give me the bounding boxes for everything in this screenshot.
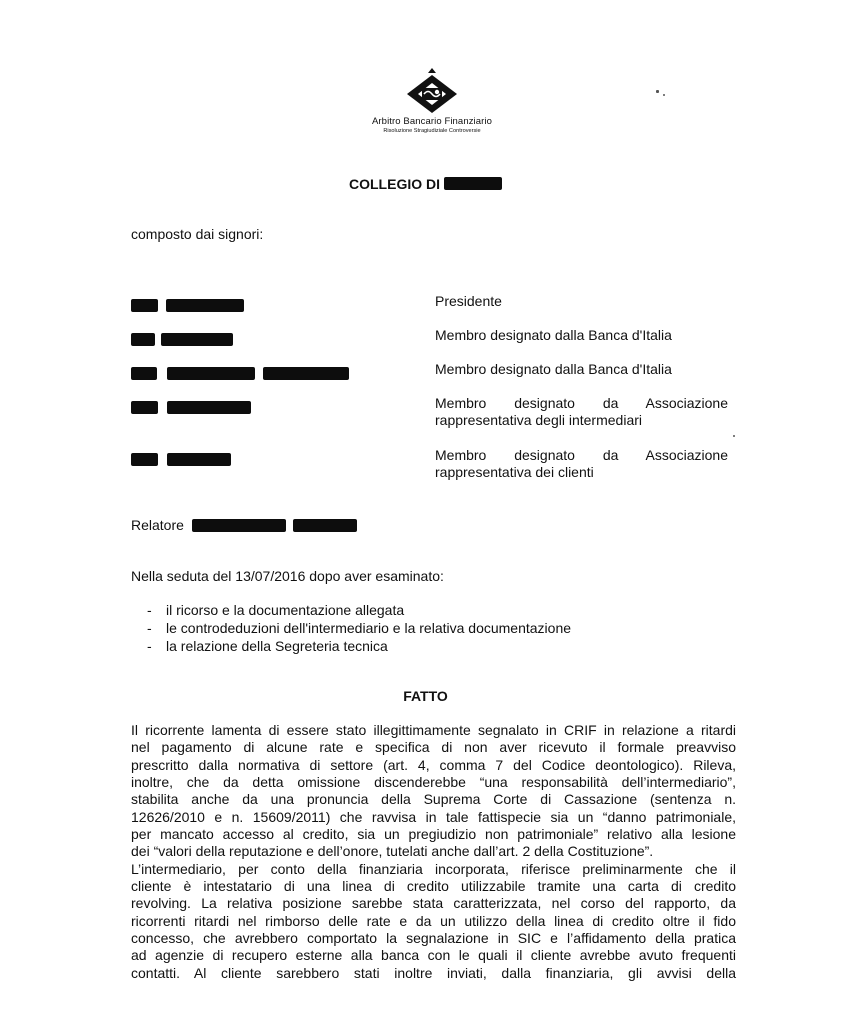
body-line: ricorrenti ritardi nel rimborso delle rate e da un utilizzo della linea di credito oltre il fido xyxy=(131,912,736,929)
member-name-redacted xyxy=(131,330,233,346)
member-name-redacted xyxy=(131,398,251,414)
member-role: Presidente xyxy=(435,293,502,309)
redacted-block xyxy=(192,519,286,532)
relatore-line xyxy=(131,517,357,533)
member-role: Membro designato da Associazione rappresentativa dei clienti xyxy=(435,447,728,480)
body-line: 12626/2010 e n. 15609/2011) che ravvisa in tale fattispecie sia un “danno patrimoniale, xyxy=(131,808,736,825)
body-line: per mancato accesso al credito, sia un pregiudizio non patrimoniale” relativo alla lesione xyxy=(131,826,736,843)
body-line: cliente è intestatario di una linea di credito utilizzabile tramite una carta di credito xyxy=(131,878,736,895)
body-line: inoltre, che da detta omissione discenderebbe “una responsabilità dell’intermediario”, xyxy=(131,774,736,791)
body-line: ad agenzie di recupero esterne alla banca con le quali il cliente avrebbe avuto frequenti xyxy=(131,947,736,964)
scan-speck xyxy=(656,90,659,93)
redacted-block xyxy=(293,519,357,532)
body-line: concesso, che avrebbero comportato la segnalazione in SIC e l’affidamento della pratica xyxy=(131,930,736,947)
list-item: - la relazione della Segreteria tecnica xyxy=(147,637,571,655)
member-name-redacted xyxy=(131,296,244,312)
logo-subtitle: Risoluzione Stragiudiziale Controversie xyxy=(383,128,481,134)
collegio-title xyxy=(0,176,851,192)
member-role: Membro designato da Associazione rappresentativa degli intermediari xyxy=(435,395,728,428)
member-name-redacted xyxy=(131,364,349,380)
body-line: contatti. Al cliente sarebbero stati inoltre inviati, dalla finanziaria, gli avvisi della xyxy=(131,964,736,981)
relatore-label: Relatore xyxy=(131,517,184,533)
list-item: - le controdeduzioni dell'intermediario e la relativa documentazione xyxy=(147,619,571,637)
body-line: Il ricorrente lamenta di essere stato illegittimamente segnalato in CRIF in relazione a ritardi xyxy=(131,722,736,738)
title-text: COLLEGIO DI xyxy=(349,176,440,192)
fatto-body xyxy=(131,722,736,982)
body-line: prescritto dalla normativa di settore (art. 4, comma 7 del Codice deontologico). Rileva, xyxy=(131,756,736,773)
body-line: dei “valori della reputazione e dell’onore, tutelati anche dall’art. 2 della Costituzione”. xyxy=(131,843,654,860)
body-line: revolving. La relativa posizione sarebbe stata caratterizzata, nel corso del rapporto, da xyxy=(131,895,736,912)
list-item: - il ricorso e la documentazione allegata xyxy=(147,601,571,619)
body-line: stabilita anche da una pronuncia della Suprema Corte di Cassazione (sentenza n. xyxy=(131,791,736,808)
seduta-text: Nella seduta del 13/07/2016 dopo aver esaminato: xyxy=(131,568,444,584)
member-name-redacted xyxy=(131,450,231,466)
redacted-block xyxy=(444,177,502,190)
member-role: Membro designato dalla Banca d'Italia xyxy=(435,361,672,377)
examined-items xyxy=(147,601,571,655)
scan-speck xyxy=(733,435,735,437)
abf-logo xyxy=(362,66,502,134)
logo-name: Arbitro Bancario Finanziario xyxy=(371,116,493,127)
body-line: nel pagamento di alcune rate e specifica di non aver ricevuto il formale preavviso xyxy=(131,739,736,756)
member-role: Membro designato dalla Banca d'Italia xyxy=(435,327,672,343)
intro-text: composto dai signori: xyxy=(131,226,264,242)
scan-speck xyxy=(663,94,665,96)
abf-emblem-icon xyxy=(402,66,462,114)
body-line: L’intermediario, per conto della finanziaria incorporata, riferisce preliminarmente che il xyxy=(131,860,736,877)
section-title-fatto: FATTO xyxy=(403,688,448,704)
